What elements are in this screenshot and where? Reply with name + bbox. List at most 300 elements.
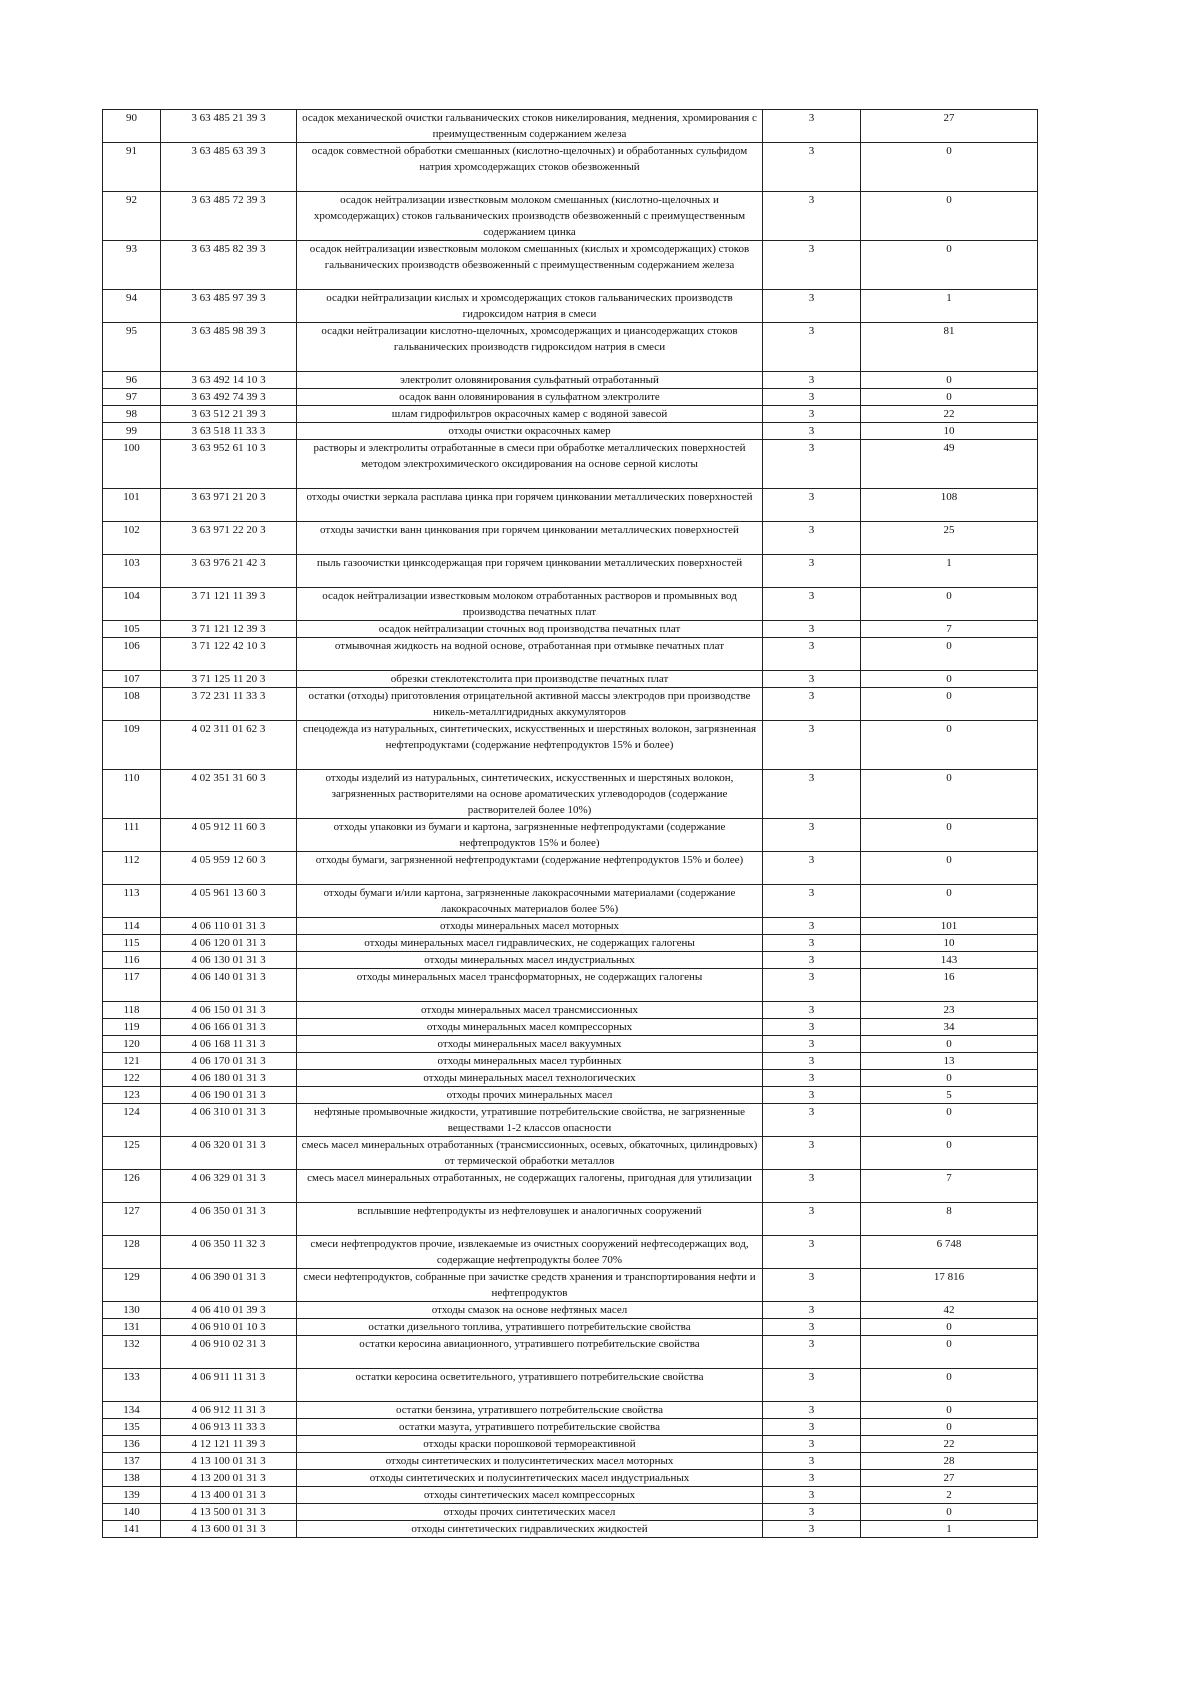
- quantity-cell: 0: [861, 1419, 1038, 1436]
- waste-code-cell: 4 06 166 01 31 3: [161, 1019, 297, 1036]
- table-row: [103, 1087, 1038, 1104]
- table-row: [103, 372, 1038, 389]
- table-row: [103, 1453, 1038, 1470]
- waste-code-cell: 3 63 485 72 39 3: [161, 192, 297, 241]
- quantity-cell: 10: [861, 423, 1038, 440]
- row-number-cell: 94: [103, 290, 161, 323]
- table-row: [103, 588, 1038, 621]
- row-number-cell: 141: [103, 1521, 161, 1538]
- hazard-class-cell: 3: [763, 770, 861, 819]
- waste-name-cell: отходы минеральных масел компрессорных: [297, 1019, 763, 1036]
- hazard-class-cell: 3: [763, 1453, 861, 1470]
- hazard-class-cell: 3: [763, 1419, 861, 1436]
- row-number-cell: 132: [103, 1336, 161, 1369]
- quantity-cell: 0: [861, 389, 1038, 406]
- waste-name-cell: спецодежда из натуральных, синтетических, искусственных и шерстяных волокон, загрязненная нефтепродуктами (содержание нефтепродуктов 15% и более): [297, 721, 763, 770]
- row-number-cell: 91: [103, 143, 161, 192]
- table-row: [103, 621, 1038, 638]
- waste-code-cell: 4 13 200 01 31 3: [161, 1470, 297, 1487]
- waste-code-cell: 4 06 912 11 31 3: [161, 1402, 297, 1419]
- waste-name-cell: отходы синтетических и полусинтетических масел моторных: [297, 1453, 763, 1470]
- waste-name-cell: отходы минеральных масел вакуумных: [297, 1036, 763, 1053]
- waste-name-cell: осадок совместной обработки смешанных (кислотно-щелочных) и обработанных сульфидом натрия хромсодержащих стоков обезвоженный: [297, 143, 763, 192]
- table-row: [103, 1002, 1038, 1019]
- waste-code-cell: 4 13 100 01 31 3: [161, 1453, 297, 1470]
- row-number-cell: 134: [103, 1402, 161, 1419]
- table-row: [103, 522, 1038, 555]
- quantity-cell: 0: [861, 1402, 1038, 1419]
- hazard-class-cell: 3: [763, 1336, 861, 1369]
- row-number-cell: 116: [103, 952, 161, 969]
- row-number-cell: 135: [103, 1419, 161, 1436]
- quantity-cell: 7: [861, 621, 1038, 638]
- waste-code-cell: 4 06 190 01 31 3: [161, 1087, 297, 1104]
- waste-name-cell: остатки мазута, утратившего потребительские свойства: [297, 1419, 763, 1436]
- hazard-class-cell: 3: [763, 1470, 861, 1487]
- row-number-cell: 93: [103, 241, 161, 290]
- waste-name-cell: нефтяные промывочные жидкости, утратившие потребительские свойства, не загрязненные веществами 1-2 классов опасности: [297, 1104, 763, 1137]
- waste-code-cell: 4 06 329 01 31 3: [161, 1170, 297, 1203]
- waste-name-cell: отходы минеральных масел турбинных: [297, 1053, 763, 1070]
- hazard-class-cell: 3: [763, 1504, 861, 1521]
- waste-code-cell: 3 63 485 63 39 3: [161, 143, 297, 192]
- waste-code-cell: 4 06 410 01 39 3: [161, 1302, 297, 1319]
- table-row: [103, 952, 1038, 969]
- hazard-class-cell: 3: [763, 935, 861, 952]
- table-row: [103, 1521, 1038, 1538]
- hazard-class-cell: 3: [763, 1019, 861, 1036]
- hazard-class-cell: 3: [763, 588, 861, 621]
- waste-name-cell: растворы и электролиты отработанные в смеси при обработке металлических поверхностей методом электрохимического оксидирования на основе серной кислоты: [297, 440, 763, 489]
- row-number-cell: 123: [103, 1087, 161, 1104]
- waste-code-cell: 4 06 911 11 31 3: [161, 1369, 297, 1402]
- row-number-cell: 122: [103, 1070, 161, 1087]
- table-row: [103, 1170, 1038, 1203]
- row-number-cell: 131: [103, 1319, 161, 1336]
- waste-code-cell: 3 63 952 61 10 3: [161, 440, 297, 489]
- row-number-cell: 115: [103, 935, 161, 952]
- quantity-cell: 0: [861, 241, 1038, 290]
- waste-name-cell: осадок ванн оловянирования в сульфатном электролите: [297, 389, 763, 406]
- row-number-cell: 101: [103, 489, 161, 522]
- hazard-class-cell: 3: [763, 372, 861, 389]
- table-row: [103, 555, 1038, 588]
- waste-name-cell: пыль газоочистки цинксодержащая при горячем цинковании металлических поверхностей: [297, 555, 763, 588]
- waste-code-cell: 4 13 400 01 31 3: [161, 1487, 297, 1504]
- waste-code-cell: 3 63 485 21 39 3: [161, 110, 297, 143]
- table-row: [103, 290, 1038, 323]
- quantity-cell: 34: [861, 1019, 1038, 1036]
- table-row: [103, 1470, 1038, 1487]
- row-number-cell: 98: [103, 406, 161, 423]
- row-number-cell: 120: [103, 1036, 161, 1053]
- table-row: [103, 1053, 1038, 1070]
- row-number-cell: 133: [103, 1369, 161, 1402]
- row-number-cell: 112: [103, 852, 161, 885]
- row-number-cell: 109: [103, 721, 161, 770]
- waste-code-cell: 3 63 485 97 39 3: [161, 290, 297, 323]
- waste-code-cell: 4 13 600 01 31 3: [161, 1521, 297, 1538]
- table-row: [103, 1419, 1038, 1436]
- row-number-cell: 106: [103, 638, 161, 671]
- waste-name-cell: электролит оловянирования сульфатный отработанный: [297, 372, 763, 389]
- hazard-class-cell: 3: [763, 819, 861, 852]
- table-row: [103, 1137, 1038, 1170]
- waste-name-cell: отходы минеральных масел индустриальных: [297, 952, 763, 969]
- hazard-class-cell: 3: [763, 1170, 861, 1203]
- row-number-cell: 99: [103, 423, 161, 440]
- quantity-cell: 2: [861, 1487, 1038, 1504]
- table-row: [103, 389, 1038, 406]
- hazard-class-cell: 3: [763, 1002, 861, 1019]
- waste-code-cell: 3 71 121 11 39 3: [161, 588, 297, 621]
- quantity-cell: 0: [861, 588, 1038, 621]
- table-row: [103, 489, 1038, 522]
- waste-code-cell: 4 05 961 13 60 3: [161, 885, 297, 918]
- waste-code-cell: 3 63 971 21 20 3: [161, 489, 297, 522]
- waste-code-cell: 4 06 390 01 31 3: [161, 1269, 297, 1302]
- row-number-cell: 95: [103, 323, 161, 372]
- waste-name-cell: осадок нейтрализации сточных вод производства печатных плат: [297, 621, 763, 638]
- quantity-cell: 81: [861, 323, 1038, 372]
- quantity-cell: 0: [861, 1036, 1038, 1053]
- hazard-class-cell: 3: [763, 1203, 861, 1236]
- table-row: [103, 1203, 1038, 1236]
- hazard-class-cell: 3: [763, 969, 861, 1002]
- quantity-cell: 27: [861, 1470, 1038, 1487]
- quantity-cell: 1: [861, 1521, 1038, 1538]
- hazard-class-cell: 3: [763, 671, 861, 688]
- row-number-cell: 100: [103, 440, 161, 489]
- table-row: [103, 1369, 1038, 1402]
- row-number-cell: 138: [103, 1470, 161, 1487]
- hazard-class-cell: 3: [763, 852, 861, 885]
- table-row: [103, 1236, 1038, 1269]
- waste-table: [102, 109, 1038, 1538]
- table-row: [103, 1436, 1038, 1453]
- row-number-cell: 105: [103, 621, 161, 638]
- waste-name-cell: остатки керосина осветительного, утратившего потребительские свойства: [297, 1369, 763, 1402]
- row-number-cell: 111: [103, 819, 161, 852]
- hazard-class-cell: 3: [763, 638, 861, 671]
- row-number-cell: 130: [103, 1302, 161, 1319]
- table-row: [103, 192, 1038, 241]
- hazard-class-cell: 3: [763, 1521, 861, 1538]
- hazard-class-cell: 3: [763, 522, 861, 555]
- waste-name-cell: отходы минеральных масел технологических: [297, 1070, 763, 1087]
- waste-name-cell: смесь масел минеральных отработанных, не содержащих галогены, пригодная для утилизации: [297, 1170, 763, 1203]
- quantity-cell: 0: [861, 1319, 1038, 1336]
- waste-code-cell: 3 63 485 98 39 3: [161, 323, 297, 372]
- table-row: [103, 1269, 1038, 1302]
- quantity-cell: 0: [861, 372, 1038, 389]
- hazard-class-cell: 3: [763, 1070, 861, 1087]
- table-row: [103, 110, 1038, 143]
- waste-name-cell: осадок нейтрализации известковым молоком отработанных растворов и промывных вод производства печатных плат: [297, 588, 763, 621]
- hazard-class-cell: 3: [763, 440, 861, 489]
- row-number-cell: 114: [103, 918, 161, 935]
- waste-code-cell: 4 05 912 11 60 3: [161, 819, 297, 852]
- waste-name-cell: остатки бензина, утратившего потребительские свойства: [297, 1402, 763, 1419]
- quantity-cell: 0: [861, 638, 1038, 671]
- waste-code-cell: 4 06 120 01 31 3: [161, 935, 297, 952]
- waste-code-cell: 4 12 121 11 39 3: [161, 1436, 297, 1453]
- hazard-class-cell: 3: [763, 1319, 861, 1336]
- waste-name-cell: отходы бумаги и/или картона, загрязненные лакокрасочными материалами (содержание лакокрасочных материалов более 5%): [297, 885, 763, 918]
- hazard-class-cell: 3: [763, 290, 861, 323]
- row-number-cell: 140: [103, 1504, 161, 1521]
- waste-name-cell: отмывочная жидкость на водной основе, отработанная при отмывке печатных плат: [297, 638, 763, 671]
- hazard-class-cell: 3: [763, 952, 861, 969]
- waste-code-cell: 4 06 350 11 32 3: [161, 1236, 297, 1269]
- waste-name-cell: отходы минеральных масел гидравлических, не содержащих галогены: [297, 935, 763, 952]
- quantity-cell: 0: [861, 143, 1038, 192]
- hazard-class-cell: 3: [763, 621, 861, 638]
- table-row: [103, 1504, 1038, 1521]
- waste-name-cell: отходы упаковки из бумаги и картона, загрязненные нефтепродуктами (содержание нефтепродуктов 15% и более): [297, 819, 763, 852]
- table-row: [103, 935, 1038, 952]
- table-row: [103, 770, 1038, 819]
- waste-name-cell: отходы минеральных масел трансмиссионных: [297, 1002, 763, 1019]
- hazard-class-cell: 3: [763, 1053, 861, 1070]
- row-number-cell: 125: [103, 1137, 161, 1170]
- quantity-cell: 101: [861, 918, 1038, 935]
- quantity-cell: 17 816: [861, 1269, 1038, 1302]
- hazard-class-cell: 3: [763, 192, 861, 241]
- waste-code-cell: 4 06 140 01 31 3: [161, 969, 297, 1002]
- row-number-cell: 104: [103, 588, 161, 621]
- quantity-cell: 1: [861, 555, 1038, 588]
- quantity-cell: 0: [861, 852, 1038, 885]
- waste-code-cell: 4 13 500 01 31 3: [161, 1504, 297, 1521]
- waste-name-cell: отходы синтетических и полусинтетических масел индустриальных: [297, 1470, 763, 1487]
- quantity-cell: 22: [861, 406, 1038, 423]
- quantity-cell: 108: [861, 489, 1038, 522]
- hazard-class-cell: 3: [763, 1269, 861, 1302]
- table-row: [103, 1487, 1038, 1504]
- table-row: [103, 721, 1038, 770]
- row-number-cell: 136: [103, 1436, 161, 1453]
- waste-code-cell: 4 06 910 02 31 3: [161, 1336, 297, 1369]
- hazard-class-cell: 3: [763, 1302, 861, 1319]
- table-row: [103, 323, 1038, 372]
- row-number-cell: 129: [103, 1269, 161, 1302]
- waste-name-cell: остатки (отходы) приготовления отрицательной активной массы электродов при производстве никель-металлгидридных аккумуляторов: [297, 688, 763, 721]
- quantity-cell: 0: [861, 1336, 1038, 1369]
- table-row: [103, 1104, 1038, 1137]
- waste-name-cell: отходы очистки зеркала расплава цинка при горячем цинковании металлических поверхностей: [297, 489, 763, 522]
- hazard-class-cell: 3: [763, 721, 861, 770]
- waste-name-cell: отходы минеральных масел трансформаторных, не содержащих галогены: [297, 969, 763, 1002]
- table-row: [103, 241, 1038, 290]
- quantity-cell: 1: [861, 290, 1038, 323]
- waste-name-cell: отходы очистки окрасочных камер: [297, 423, 763, 440]
- waste-code-cell: 4 02 311 01 62 3: [161, 721, 297, 770]
- waste-code-cell: 4 06 110 01 31 3: [161, 918, 297, 935]
- waste-name-cell: смеси нефтепродуктов, собранные при зачистке средств хранения и транспортирования нефти и нефтепродуктов: [297, 1269, 763, 1302]
- waste-name-cell: отходы бумаги, загрязненной нефтепродуктами (содержание нефтепродуктов 15% и более): [297, 852, 763, 885]
- waste-name-cell: осадки нейтрализации кислотно-щелочных, хромсодержащих и циансодержащих стоков гальванических производств гидроксидом натрия в смеси: [297, 323, 763, 372]
- waste-code-cell: 4 06 150 01 31 3: [161, 1002, 297, 1019]
- waste-code-cell: 3 63 512 21 39 3: [161, 406, 297, 423]
- waste-code-cell: 4 06 168 11 31 3: [161, 1036, 297, 1053]
- hazard-class-cell: 3: [763, 1402, 861, 1419]
- waste-name-cell: всплывшие нефтепродукты из нефтеловушек и аналогичных сооружений: [297, 1203, 763, 1236]
- waste-code-cell: 4 06 910 01 10 3: [161, 1319, 297, 1336]
- waste-name-cell: отходы изделий из натуральных, синтетических, искусственных и шерстяных волокон, загрязненных растворителями на основе ароматических углеводородов (содержание растворителей более 10%): [297, 770, 763, 819]
- row-number-cell: 121: [103, 1053, 161, 1070]
- hazard-class-cell: 3: [763, 143, 861, 192]
- waste-name-cell: смесь масел минеральных отработанных (трансмиссионных, осевых, обкаточных, цилиндровых) от термической обработки металлов: [297, 1137, 763, 1170]
- quantity-cell: 27: [861, 110, 1038, 143]
- table-row: [103, 638, 1038, 671]
- quantity-cell: 10: [861, 935, 1038, 952]
- row-number-cell: 137: [103, 1453, 161, 1470]
- waste-name-cell: отходы прочих синтетических масел: [297, 1504, 763, 1521]
- waste-name-cell: отходы зачистки ванн цинкования при горячем цинковании металлических поверхностей: [297, 522, 763, 555]
- waste-code-cell: 3 63 518 11 33 3: [161, 423, 297, 440]
- table-row: [103, 1319, 1038, 1336]
- hazard-class-cell: 3: [763, 1369, 861, 1402]
- quantity-cell: 0: [861, 819, 1038, 852]
- hazard-class-cell: 3: [763, 1036, 861, 1053]
- table-row: [103, 819, 1038, 852]
- quantity-cell: 49: [861, 440, 1038, 489]
- row-number-cell: 102: [103, 522, 161, 555]
- row-number-cell: 128: [103, 1236, 161, 1269]
- table-row: [103, 423, 1038, 440]
- quantity-cell: 0: [861, 721, 1038, 770]
- table-row: [103, 852, 1038, 885]
- waste-code-cell: 4 06 320 01 31 3: [161, 1137, 297, 1170]
- row-number-cell: 107: [103, 671, 161, 688]
- waste-name-cell: осадок нейтрализации известковым молоком смешанных (кислых и хромсодержащих) стоков гальванических производств обезвоженный с преимущественным содержанием железа: [297, 241, 763, 290]
- hazard-class-cell: 3: [763, 241, 861, 290]
- row-number-cell: 124: [103, 1104, 161, 1137]
- waste-code-cell: 4 06 310 01 31 3: [161, 1104, 297, 1137]
- waste-table-page: [102, 109, 1037, 1538]
- quantity-cell: 7: [861, 1170, 1038, 1203]
- table-row: [103, 1402, 1038, 1419]
- quantity-cell: 0: [861, 1369, 1038, 1402]
- table-row: [103, 688, 1038, 721]
- row-number-cell: 113: [103, 885, 161, 918]
- waste-code-cell: 4 06 180 01 31 3: [161, 1070, 297, 1087]
- hazard-class-cell: 3: [763, 1087, 861, 1104]
- quantity-cell: 0: [861, 688, 1038, 721]
- quantity-cell: 42: [861, 1302, 1038, 1319]
- waste-name-cell: остатки дизельного топлива, утратившего потребительские свойства: [297, 1319, 763, 1336]
- quantity-cell: 6 748: [861, 1236, 1038, 1269]
- quantity-cell: 0: [861, 770, 1038, 819]
- hazard-class-cell: 3: [763, 389, 861, 406]
- row-number-cell: 117: [103, 969, 161, 1002]
- hazard-class-cell: 3: [763, 1436, 861, 1453]
- row-number-cell: 127: [103, 1203, 161, 1236]
- row-number-cell: 110: [103, 770, 161, 819]
- table-row: [103, 1036, 1038, 1053]
- waste-name-cell: отходы прочих минеральных масел: [297, 1087, 763, 1104]
- table-row: [103, 1336, 1038, 1369]
- table-row: [103, 1302, 1038, 1319]
- waste-name-cell: смеси нефтепродуктов прочие, извлекаемые из очистных сооружений нефтесодержащих вод, содержащие нефтепродукты более 70%: [297, 1236, 763, 1269]
- waste-code-cell: 3 71 122 42 10 3: [161, 638, 297, 671]
- quantity-cell: 22: [861, 1436, 1038, 1453]
- quantity-cell: 0: [861, 671, 1038, 688]
- row-number-cell: 92: [103, 192, 161, 241]
- waste-table-body: [103, 110, 1038, 1538]
- waste-name-cell: осадки нейтрализации кислых и хромсодержащих стоков гальванических производств гидроксидом натрия в смеси: [297, 290, 763, 323]
- hazard-class-cell: 3: [763, 323, 861, 372]
- waste-name-cell: остатки керосина авиационного, утратившего потребительские свойства: [297, 1336, 763, 1369]
- quantity-cell: 0: [861, 1104, 1038, 1137]
- quantity-cell: 0: [861, 1504, 1038, 1521]
- row-number-cell: 96: [103, 372, 161, 389]
- row-number-cell: 126: [103, 1170, 161, 1203]
- quantity-cell: 0: [861, 1070, 1038, 1087]
- waste-code-cell: 4 06 913 11 33 3: [161, 1419, 297, 1436]
- row-number-cell: 118: [103, 1002, 161, 1019]
- hazard-class-cell: 3: [763, 555, 861, 588]
- hazard-class-cell: 3: [763, 918, 861, 935]
- waste-name-cell: обрезки стеклотекстолита при производстве печатных плат: [297, 671, 763, 688]
- waste-code-cell: 4 06 130 01 31 3: [161, 952, 297, 969]
- waste-code-cell: 3 71 121 12 39 3: [161, 621, 297, 638]
- hazard-class-cell: 3: [763, 1104, 861, 1137]
- quantity-cell: 0: [861, 885, 1038, 918]
- waste-code-cell: 3 63 492 14 10 3: [161, 372, 297, 389]
- quantity-cell: 16: [861, 969, 1038, 1002]
- waste-code-cell: 4 02 351 31 60 3: [161, 770, 297, 819]
- quantity-cell: 8: [861, 1203, 1038, 1236]
- table-row: [103, 406, 1038, 423]
- row-number-cell: 97: [103, 389, 161, 406]
- waste-code-cell: 3 72 231 11 33 3: [161, 688, 297, 721]
- row-number-cell: 103: [103, 555, 161, 588]
- waste-code-cell: 3 63 485 82 39 3: [161, 241, 297, 290]
- waste-name-cell: отходы смазок на основе нефтяных масел: [297, 1302, 763, 1319]
- waste-code-cell: 4 06 170 01 31 3: [161, 1053, 297, 1070]
- waste-name-cell: осадок механической очистки гальванических стоков никелирования, меднения, хромирования с преимущественным содержанием железа: [297, 110, 763, 143]
- quantity-cell: 143: [861, 952, 1038, 969]
- quantity-cell: 13: [861, 1053, 1038, 1070]
- waste-code-cell: 4 05 959 12 60 3: [161, 852, 297, 885]
- waste-name-cell: отходы синтетических гидравлических жидкостей: [297, 1521, 763, 1538]
- row-number-cell: 108: [103, 688, 161, 721]
- hazard-class-cell: 3: [763, 1236, 861, 1269]
- quantity-cell: 25: [861, 522, 1038, 555]
- row-number-cell: 119: [103, 1019, 161, 1036]
- table-row: [103, 440, 1038, 489]
- waste-name-cell: шлам гидрофильтров окрасочных камер с водяной завесой: [297, 406, 763, 423]
- table-row: [103, 969, 1038, 1002]
- table-row: [103, 671, 1038, 688]
- row-number-cell: 139: [103, 1487, 161, 1504]
- quantity-cell: 23: [861, 1002, 1038, 1019]
- table-row: [103, 1019, 1038, 1036]
- quantity-cell: 5: [861, 1087, 1038, 1104]
- hazard-class-cell: 3: [763, 1137, 861, 1170]
- hazard-class-cell: 3: [763, 110, 861, 143]
- quantity-cell: 28: [861, 1453, 1038, 1470]
- table-row: [103, 143, 1038, 192]
- hazard-class-cell: 3: [763, 406, 861, 423]
- row-number-cell: 90: [103, 110, 161, 143]
- hazard-class-cell: 3: [763, 885, 861, 918]
- waste-name-cell: отходы синтетических масел компрессорных: [297, 1487, 763, 1504]
- table-row: [103, 918, 1038, 935]
- table-row: [103, 885, 1038, 918]
